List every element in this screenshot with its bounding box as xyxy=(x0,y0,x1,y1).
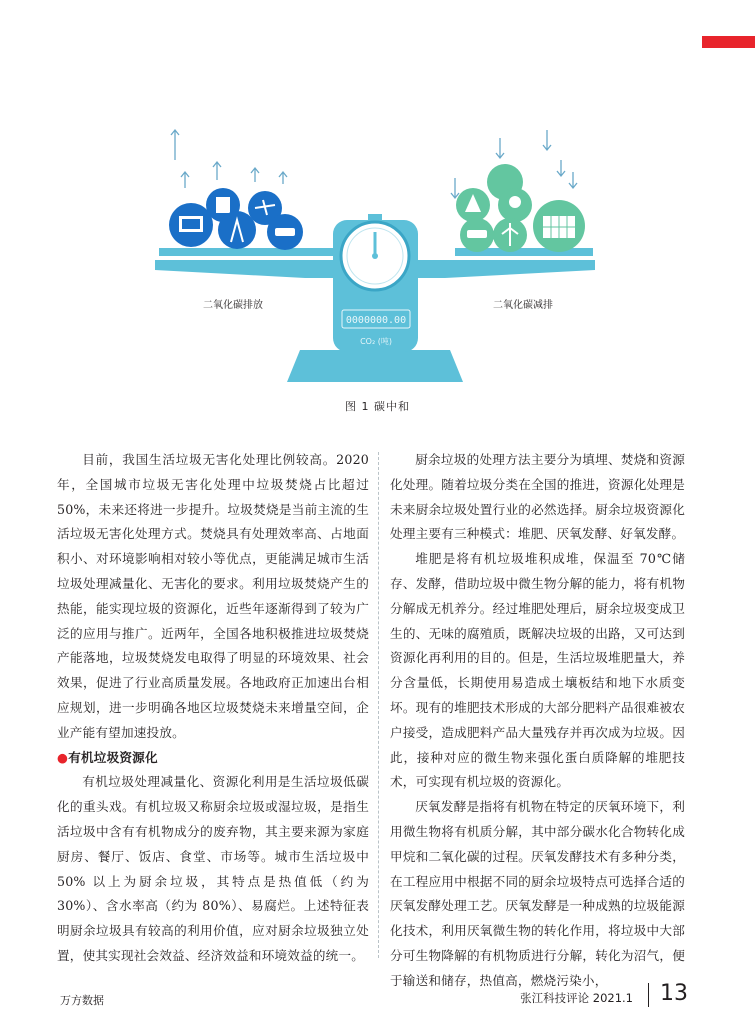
footer-separator xyxy=(648,983,649,1007)
left-pan xyxy=(159,248,334,256)
right-column xyxy=(390,448,685,994)
paragraph: 目前，我国生活垃圾无害化处理比例较高。2020 年，全国城市垃圾无害化处理中垃圾焚烧占比超过 50%，未来还将进一步提升。垃圾焚烧是当前主流的生活垃圾无害化处理方式。焚烧具有处理效率高、占地面积小、对环境影响相对较小等优点，更能满足城市生活垃圾处理减量化、无害化的要求。利用垃圾焚烧产生的热能，能实现垃圾的资源化，近些年逐渐得到了较为广泛的应用与推广。近两年，全国各地积极推进垃圾焚烧产能落地，垃圾焚烧发电取得了明显的环境效果、社会效果，促进了行业高质量发展。各地政府正加速出台相应规划，进一步明确各地区垃圾焚烧未来增量空间，企业产能有望加速投放。 xyxy=(57,452,369,740)
header-accent-bar xyxy=(702,36,755,48)
figure-caption: 图 1 碳中和 xyxy=(345,400,410,413)
paragraph: 有机垃圾处理减量化、资源化利用是生活垃圾低碳化的重头戏。有机垃圾又称厨余垃圾或湿垃圾，是指生活垃圾中含有有机物成分的废弃物，其主要来源为家庭厨房、餐厅、饭店、食堂、市场等。城市生活垃圾中 50% 以上为厨余垃圾，其特点是热值低（约为 30%）、含水率高（约为 80%）、易腐烂。上述特征表明厨余垃圾具有较高的利用价值，应对厨余垃圾独立处置，使其实现社会效益、经济效益和环境效益的统一。 xyxy=(57,774,369,963)
left-column xyxy=(57,448,369,969)
scale-base xyxy=(287,350,463,382)
reduction-label: 二氧化碳减排 xyxy=(493,300,553,311)
page-number: 13 xyxy=(660,981,688,1006)
paragraph: 堆肥是将有机垃圾堆积成堆，保温至 70℃储存、发酵，借助垃圾中微生物分解的能力，将有机物分解成无机养分。经过堆肥处理后，厨余垃圾变成卫生的、无味的腐殖质，既解决垃圾的出路，又可达到资源化再利用的目的。但是，生活垃圾堆肥量大，养分含量低，长期使用易造成土壤板结和地下水质变坏。现有的堆肥技术形成的大部分肥料产品很难被农户接受，造成肥料产品大量残存并再次成为垃圾。因此，接种对应的微生物来强化蛋白质降解的堆肥技术，可实现有机垃圾的资源化。 xyxy=(390,551,685,790)
balance-scale-illustration xyxy=(155,120,595,390)
emission-icons xyxy=(169,188,303,250)
reduction-icons xyxy=(456,164,585,252)
counter-unit: CO₂ (吨) xyxy=(360,337,392,346)
upward-arrows xyxy=(171,130,287,188)
counter-readout: 0000000.00 xyxy=(345,315,407,326)
carbon-neutral-figure xyxy=(155,120,595,390)
section-heading-text: 有机垃圾资源化 xyxy=(68,749,158,765)
paragraph: 厨余垃圾的处理方法主要分为填埋、焚烧和资源化处理。随着垃圾分类在全国的推进，资源化处理是未来厨余垃圾处置行业的必然选择。厨余垃圾资源化处理主要有三种模式：堆肥、厌氧发酵、好氧发酵。 xyxy=(390,452,685,542)
paragraph: 厌氧发酵是指将有机物在特定的厌氧环境下，利用微生物将有机质分解，其中部分碳水化合物转化成甲烷和二氧化碳的过程。厌氧发酵技术有多种分类，在工程应用中根据不同的厨余垃圾特点可选择合适的厌氧发酵处理工艺。厌氧发酵是一种成熟的垃圾能源化技术，利用厌氧微生物的转化作用，将垃圾中大部分可生物降解的有机物质进行分解，转化为沼气，便于输送和储存，热值高，燃烧污染小， xyxy=(390,799,685,988)
footer-journal: 张江科技评论 2021.1 xyxy=(520,991,633,1005)
emission-label: 二氧化碳排放 xyxy=(203,300,263,311)
column-divider xyxy=(378,452,379,958)
section-heading xyxy=(57,746,369,771)
bullet-dot-icon: ● xyxy=(57,749,69,765)
footer-source: 万方数据 xyxy=(60,994,104,1007)
